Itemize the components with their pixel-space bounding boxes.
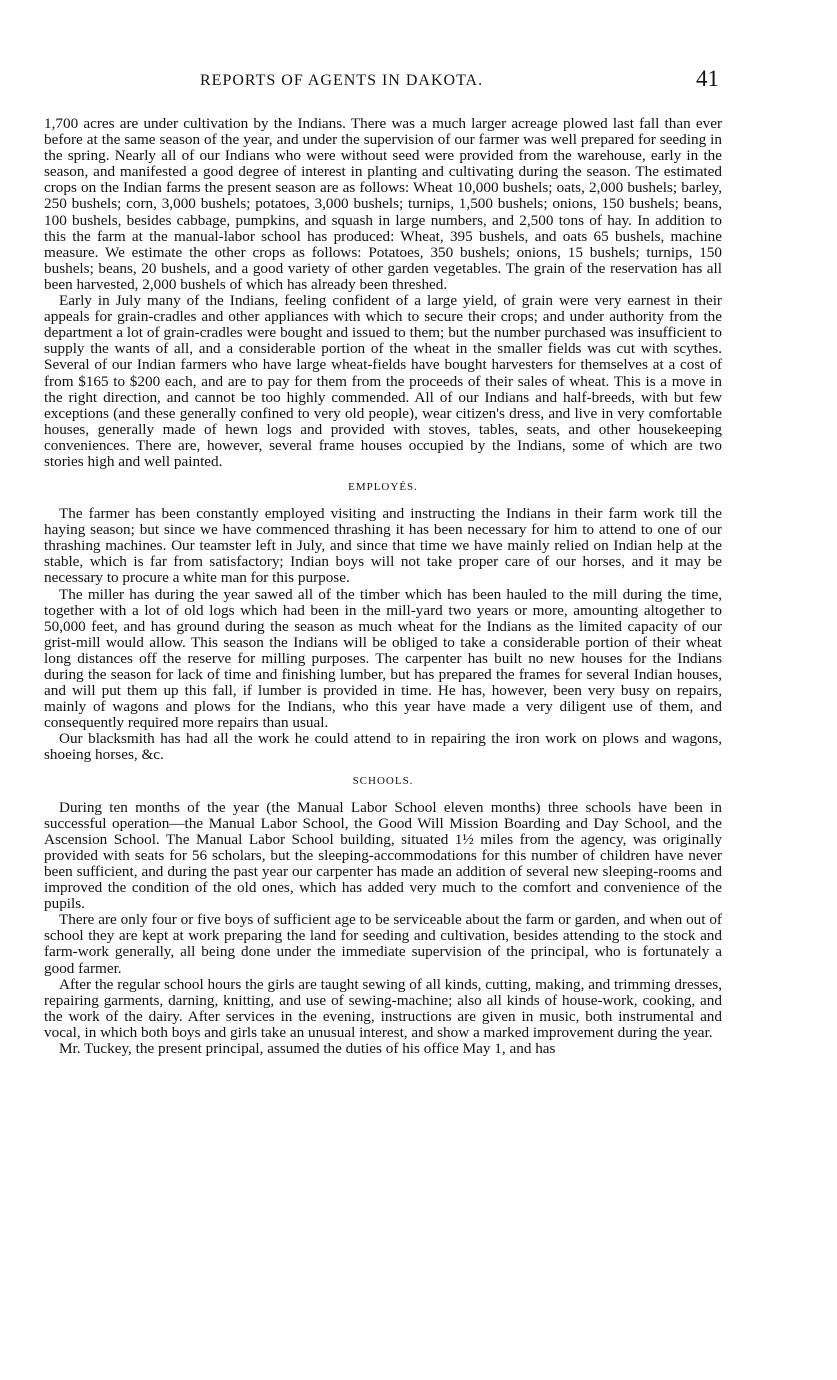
paragraph-schools: During ten months of the year (the Manual Labor School eleven months) three schools have been in successful operation—the Manual Labor School, the Good Will Mission Boarding and Day School, and the Ascension School. The Manual Labor School building, situated 1½ miles from the agency, was originally provided with seats for 56 scholars, but the sleeping-accommodations for this number of children have never been sufficient, and during the past year our carpenter has made an addition of several new sleeping-rooms and improved the condition of the old ones, which has added very much to the comfort and convenience of the pupils. xyxy=(44,798,722,913)
paragraph-boys: There are only four or five boys of sufficient age to be serviceable about the farm or garden, and when out of school they are kept at work preparing the land for seeding and cultivation, besides attending to the stock and farm-work generally, all being done under the immediate supervision of the principal, who is fortunately a good farmer. xyxy=(44,911,722,977)
section-heading-employes: EMPLOYÉS. xyxy=(348,481,418,494)
paragraph-harvest: Early in July many of the Indians, feeling confident of a large yield, of grain were very earnest in their appeals for grain-cradles and other appliances with which to secure their crops; and under authority from the department a lot of grain-cradles were bought and issued to them; but the number purchased was insufficient to supply the wants of all, and a considerable portion of the wheat in the smaller fields was cut with scythes. Several of our Indian farmers who have large wheat-fields have bought harvesters for themselves at a cost of from $165 to $200 each, and are to pay for them from the proceeds of their sales of wheat. This is a move in the right direction, and cannot be too highly commended. All of our Indians and half-breeds, with but few exceptions (and these generally confined to very old people), wear citizen's dress, and live in very comfortable houses, generally made of hewn logs and provided with stoves, tables, seats, and other housekeeping conveniences. There are, however, several frame houses occupied by the Indians, some of which are two stories high and well painted. xyxy=(44,292,722,470)
paragraph-principal: Mr. Tuckey, the present principal, assumed the duties of his office May 1, and has xyxy=(59,1039,556,1057)
paragraph-farmer: The farmer has been constantly employed visiting and instructing the Indians in their farm work till the haying season; but since we have commenced thrashing it has been necessary for him to attend to one of our thrashing machines. Our teamster left in July, and since that time we have mainly relied on Indian help at the stable, which is far from satisfactory; Indian boys will not take proper care of our horses, and it may be necessary to procure a white man for this purpose. xyxy=(44,505,722,587)
section-heading-schools: SCHOOLS. xyxy=(352,774,414,787)
paragraph-girls: After the regular school hours the girls are taught sewing of all kinds, cutting, making, and trimming dresses, repairing garments, darning, knitting, and use of sewing-machine; also all kinds of house-work, cooking, and the work of the dairy. After services in the evening, instructions are given in music, both instrumental and vocal, in which both boys and girls take an unusual interest, and show a marked improvement during the year. xyxy=(44,975,722,1041)
page-number: 41 xyxy=(696,66,719,91)
paragraph-miller: The miller has during the year sawed all of the timber which has been hauled to the mill during the time, together with a lot of old logs which had been in the mill-yard two years or more, amounting altogether to 50,000 feet, and has ground during the season as much wheat for the Indians as the limited capacity of our grist-mill would allow. This season the Indians will be obliged to take a considerable portion of their wheat long distances off the reserve for milling purposes. The carpenter has built no new houses for the Indians during the season for lack of time and finishing lumber, but has prepared the frames for several Indian houses, and will put them up this fall, if lumber is provided in time. He has, however, been very busy on repairs, mainly of wagons and plows for the Indians, who this year have made a very diligent use of them, and consequently required more repairs than usual. xyxy=(44,585,722,732)
running-title: REPORTS OF AGENTS IN DAKOTA. xyxy=(200,72,484,89)
running-header xyxy=(0,66,837,94)
body-text xyxy=(44,116,722,1057)
paragraph-crops: 1,700 acres are under cultivation by the Indians. There was a much larger acreage plowed last fall than ever before at the same season of the year, and under the supervision of our farmer was well prepared for seeding in the spring. Nearly all of our Indians who were without seed were provided from the warehouse, early in the season, and manifested a good degree of interest in planting and cultivating during the season. The estimated crops on the Indian farms the present season are as follows: Wheat 10,000 bushels; oats, 2,000 bushels; barley, 250 bushels; corn, 3,000 bushels; potatoes, 3,000 bushels; turnips, 1,500 bushels; onions, 150 bushels; beans, 100 bushels, besides cabbage, pumpkins, and squash in large numbers, and 2,500 tons of hay. In addition to this the farm at the manual-labor school has produced: Wheat, 395 bushels, and oats 65 bushels, machine measure. We estimate the other crops as follows: Potatoes, 350 bushels; onions, 15 bushels; turnips, 150 bushels; beans, 20 bushels, and a good variety of other garden vegetables. The grain of the reservation has all been harvested, 2,000 bushels of which has already been threshed. xyxy=(44,115,722,293)
paragraph-blacksmith: Our blacksmith has had all the work he could attend to in repairing the iron work on plows and wagons, shoeing horses, &c. xyxy=(44,730,722,764)
